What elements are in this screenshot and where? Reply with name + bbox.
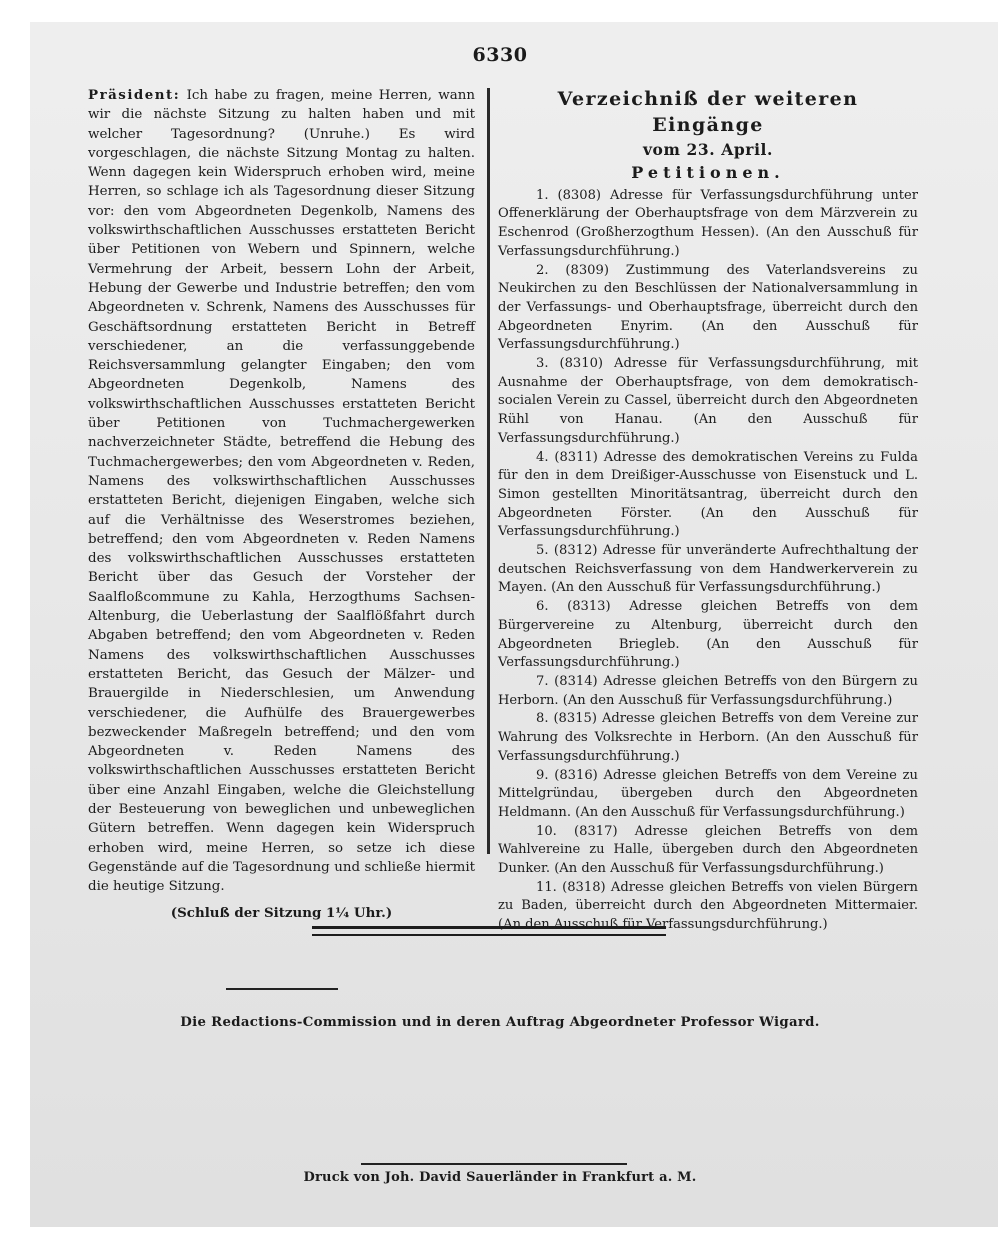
petition-text: Adresse gleichen Betreffs von dem Bürgervereine zu Altenburg, überreicht durch den Abgeordneten Briegleb. (An den Ausschuß für Verfassungsdurchführung.) — [498, 599, 918, 671]
petition-entry — [498, 673, 918, 710]
petition-number: 5. (8312) — [536, 543, 598, 559]
editorial-credit: Die Redactions-Commission und in deren Auftrag Abgeordneter Professor Wigard. — [180, 1015, 820, 1030]
double-divider-rule — [312, 926, 666, 936]
petition-list — [498, 187, 918, 935]
president-paragraph — [88, 86, 475, 896]
petition-number: 4. (8311) — [536, 449, 598, 465]
petition-text: Adresse gleichen Betreffs von dem Wahlvereine zu Halle, übergeben durch den Abgeordneten Dunker. (An den Ausschuß für Verfassungsdurchführung.) — [498, 823, 918, 877]
petition-number: 7. (8314) — [536, 673, 598, 689]
speaker-label: Präsident: — [88, 87, 181, 103]
printer-imprint: Druck von Joh. David Sauerländer in Frankfurt a. M. — [303, 1170, 697, 1185]
register-date: vom 23. April. — [642, 140, 774, 159]
petition-text: Adresse für Verfassungsdurchführung, mit Ausnahme der Oberhauptsfrage, von dem demokratisch-socialen Verein zu Cassel, überreicht durch den Abgeordneten Rühl von Hanau. (An den Ausschuß für Verfassungsdurchführung.) — [498, 356, 918, 446]
petition-text: Adresse des demokratischen Vereins zu Fulda für den in dem Dreißiger-Ausschusse von Eisenstuck und L. Simon gestellten Minoritätsantrag, überreicht durch den Abgeordneten Förster. (An den Ausschuß für Verfassungsdurchführung.) — [498, 449, 918, 540]
petition-entry — [498, 767, 918, 823]
petition-text: Adresse gleichen Betreffs von dem Vereine zur Wahrung des Volksrechte in Herborn. (An den Ausschuß für Verfassungsdurchführung.) — [498, 711, 918, 764]
petition-text: Adresse für Verfassungsdurchführung unter Offenerklärung der Oberhauptsfrage von dem Märzverein zu Eschenrod (Großherzogthum Hessen). (An den Ausschuß für Verfassungsdurchführung.) — [498, 187, 919, 259]
petition-entry — [498, 823, 918, 879]
petition-text: Zustimmung des Vaterlandsvereins zu Neukirchen zu den Beschlüssen der Nationalversammlung in der Verfassungs- und Oberhauptsfrage, überreicht durch den Abgeordneten Enyrim. (An den Ausschuß für Verfassungsdurchführung.) — [498, 262, 918, 353]
short-divider-rule — [226, 988, 338, 990]
register-title: Verzeichniß der weiteren Eingänge — [557, 88, 859, 136]
petition-entry — [498, 262, 918, 356]
right-column — [498, 86, 918, 935]
petition-number: 10. (8317) — [536, 823, 618, 839]
printer-rule — [361, 1163, 627, 1165]
petition-entry — [498, 598, 918, 673]
column-divider — [487, 88, 490, 854]
petition-number: 2. (8309) — [536, 262, 609, 278]
petition-text: Adresse gleichen Betreffs von dem Vereine zu Mittelgründau, übergeben durch den Abgeordneten Heldmann. (An den Ausschuß für Verfassungsdurchführung.) — [498, 767, 918, 820]
petition-text: Adresse gleichen Betreffs von den Bürgern zu Herborn. (An den Ausschuß für Verfassungsdurchführung.) — [498, 673, 918, 708]
petition-number: 1. (8308) — [536, 187, 602, 203]
petition-entry — [498, 187, 918, 262]
petition-entry — [498, 542, 918, 598]
petition-entry — [498, 449, 918, 543]
petition-entry — [498, 710, 918, 766]
page-number: 6330 — [472, 44, 528, 66]
petition-number: 8. (8315) — [536, 711, 597, 727]
left-column — [88, 86, 475, 990]
petition-text: Adresse für unveränderte Aufrechthaltung der deutschen Reichsverfassung von dem Handwerkerverein zu Mayen. (An den Ausschuß für Verfassungsdurchführung.) — [498, 543, 918, 596]
petition-entry — [498, 355, 918, 449]
petition-number: 11. (8318) — [536, 879, 606, 895]
speech-text: Ich habe zu fragen, meine Herren, wann wir die nächste Sitzung zu halten haben und mit welcher Tagesordnung? (Unruhe.) Es wird vorgeschlagen, die nächste Sitzung Montag zu halten. Wenn dagegen kein Widerspruch erhoben wird, meine Herren, so schlage ich als Tagesordnung dieser Sitzung vor: den vom Abgeordneten Degenkolb, Namens des volkswirthschaftlichen Ausschusses erstatteten Bericht über Petitionen von Webern und Spinnern, welche Vermehrung der Arbeit, bessern Lohn der Arbeit, Hebung der Gewerbe und Industrie betreffen; den vom Abgeordneten v. Schrenk, Namens des Ausschusses für Geschäftsordnung erstatteten Bericht in Betreff verschiedener, an die verfassunggebende Reichsversammlung gelangter Eingaben; den vom Abgeordneten Degenkolb, Namens des volkswirthschaftlichen Ausschusses erstatteten Bericht über Petitionen von Tuchmachergewerken nachverzeichneter Städte, betreffend die Hebung des Tuchmachergewerbes; den vom Abgeordneten v. Reden, Namens des volkswirthschaftlichen Ausschusses erstatteten Bericht, diejenigen Eingaben, welche sich auf die Verhältnisse des Weserstromes beziehen, betreffend; den vom Abgeordneten v. Reden Namens des volkswirthschaftlichen Ausschusses erstatteten Bericht über das Gesuch der Vorsteher der Saalfloßcommune zu Kahla, Herzogthums Sachsen-Altenburg, die Ueberlastung der Saalflößfahrt durch Abgaben betreffend; den vom Abgeordneten v. Reden Namens des volkswirthschaftlichen Ausschusses erstatteten Bericht, das Gesuch der Mälzer- und Brauergilde in Niederschlesien, um Anwendung verschiedener, die Aufhülfe des Brauergewerbes bezweckender Maßregeln betreffend; und den vom Abgeordneten v. Reden Namens des volkswirthschaftlichen Ausschusses erstatteten Bericht über eine Anzahl Eingaben, welche die Gleichstellung der Besteuerung von beweglichen und unbeweglichen Gütern betreffen. Wenn dagegen kein Widerspruch erhoben wird, meine Herren, so setze ich diese Gegenstände auf die Tagesordnung und schließe hiermit die heutige Sitzung. — [88, 88, 476, 895]
petition-number: 9. (8316) — [536, 767, 598, 783]
session-closing: (Schluß der Sitzung 1¼ Uhr.) — [170, 905, 393, 922]
petition-number: 3. (8310) — [536, 356, 604, 372]
petition-text: Adresse gleichen Betreffs von vielen Bürgern zu Baden, überreicht durch den Abgeordneten Mittermaier. (An den Ausschuß für Verfassungsdurchführung.) — [498, 879, 918, 933]
section-heading-petitions: Petitionen. — [631, 163, 785, 182]
petition-number: 6. (8313) — [536, 599, 611, 615]
